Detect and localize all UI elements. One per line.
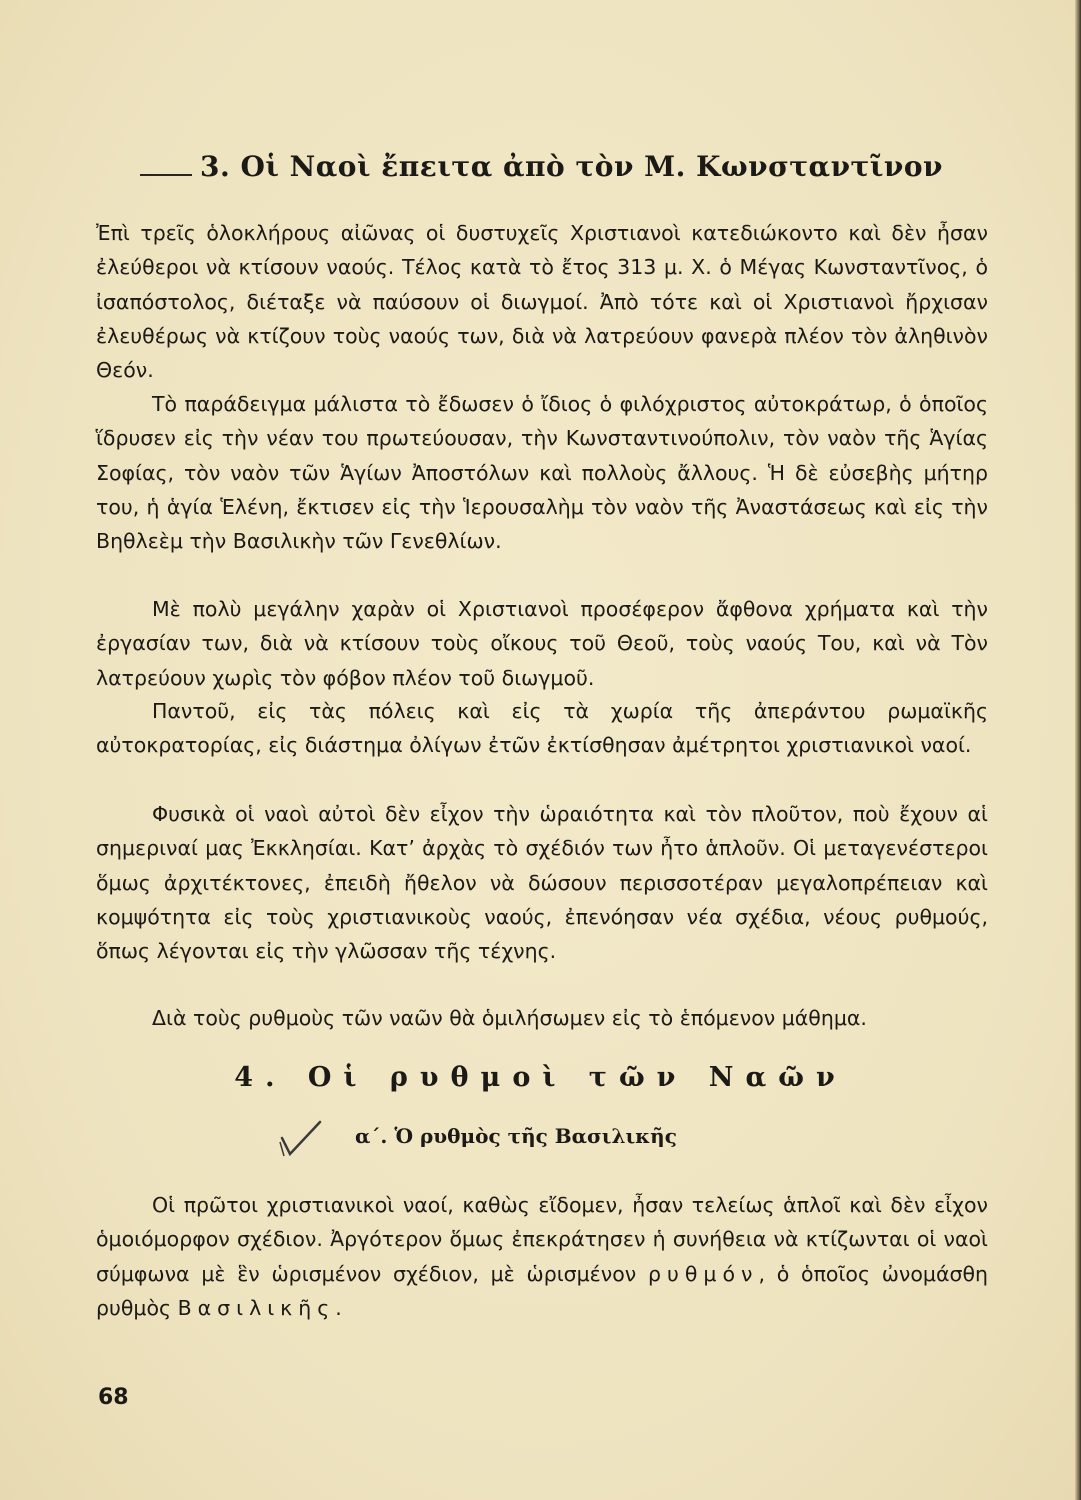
paragraph-1: Ἐπὶ τρεῖς ὁλοκλήρους αἰῶνας οἱ δυστυχεῖς Χριστιανοὶ κατεδιώκοντο καὶ δὲν ἦσαν ἐλεύθεροι νὰ κτίσουν ναούς. Τέλος κατὰ τὸ ἔτος 313 μ. Χ. ὁ Μέγας Κωνσταντῖνος, ὁ ἰσαπόστολος, διέταξε νὰ παύσουν οἱ διωγμοί. Ἀπὸ τότε καὶ οἱ Χριστιανοὶ ἤρχισαν ἐλευθέρως νὰ κτίζουν τοὺς ναούς των, διὰ νὰ λατρεύουν φανερὰ πλέον τὸν ἀληθινὸν Θεόν. — [96, 221, 988, 383]
page-number: 68 — [98, 1385, 129, 1410]
paragraph-6: Διὰ τοὺς ρυθμοὺς τῶν ναῶν θὰ ὁμιλήσωμεν εἰς τὸ ἑπόμενον μάθημα. — [152, 1006, 867, 1030]
paragraph-5: Φυσικὰ οἱ ναοὶ αὐτοὶ δὲν εἶχον τὴν ὡραιότητα καὶ τὸν πλοῦτον, ποὺ ἔχουν αἱ σημεριναί μας Ἐκκλησίαι. Κατ’ ἀρχὰς τὸ σχέδιόν των ἦτο ἁπλοῦν. Οἱ μεταγενέστεροι ὅμως ἀρχιτέκτονες, ἐπειδὴ ἤθελον νὰ δώσουν περισσοτέραν μεγαλοπρέπειαν καὶ κομψότητα εἰς τοὺς χριστιανικοὺς ναούς, ἐπενόησαν νέα σχέδια, νέους ρυθμούς, ὅπως λέγονται εἰς τὴν γλῶσσαν τῆς τέχνης. — [96, 802, 988, 964]
section-3-title: 3. Οἱ Ναοὶ ἔπειτα ἀπὸ τὸν Μ. Κωνσταντῖνον — [200, 150, 943, 183]
section-4-heading: 4. Οἱ ρυθμοὶ τῶν Ναῶν — [234, 1062, 847, 1093]
heading-rule — [140, 174, 192, 176]
section-3-heading — [140, 150, 943, 183]
paragraph-7 — [96, 1188, 988, 1325]
page-edge-shadow — [1075, 0, 1081, 1500]
paragraph-7-part-1: Οἱ πρῶτοι χριστιανικοὶ ναοί, καθὼς εἴδομεν, ἦσαν τελείως ἁπλοῖ καὶ δὲν εἶχον ὁμοιόμορφον σχέδιον. Ἀργότερον ὅμως ἐπεκράτησεν ἡ συνήθεια νὰ κτίζωνται οἱ ναοὶ σύμφωνα μὲ ἓν ὡρισμένον σχέδιον, μὲ ὡρισμένον — [96, 1193, 988, 1286]
paragraph-2: Τὸ παράδειγμα μάλιστα τὸ ἔδωσεν ὁ ἴδιος ὁ φιλόχριστος αὐτοκράτωρ, ὁ ὁποῖος ἵδρυσεν εἰς τὴν νέαν του πρωτεύουσαν, τὴν Κωνσταντινούπολιν, τὸν ναὸν τῆς Ἁγίας Σοφίας, τὸν ναὸν τῶν Ἁγίων Ἀποστόλων καὶ πολλοὺς ἄλλους. Ἡ δὲ εὐσεβὴς μήτηρ του, ἡ ἁγία Ἑλένη, ἔκτισεν εἰς τὴν Ἱερουσαλὴμ τὸν ναὸν τῆς Ἀναστάσεως καὶ εἰς τὴν Βηθλεὲμ τὴν Βασιλικὴν τῶν Γενεθλίων. — [96, 392, 988, 554]
paragraph-7-part-3: . — [335, 1295, 342, 1320]
paragraph-3: Μὲ πολὺ μεγάλην χαρὰν οἱ Χριστιανοὶ προσέφερον ἄφθονα χρήματα καὶ τὴν ἐργασίαν των, διὰ νὰ κτίσουν τοὺς οἴκους τοῦ Θεοῦ, τοὺς ναούς Του, καὶ νὰ Τὸν λατρεύουν χωρὶς τὸν φόβον πλέον τοῦ διωγμοῦ. — [96, 597, 988, 690]
paragraph-7-part-2: , ὁ ὁποῖος ὠνομάσθη ρυθμὸς — [96, 1261, 989, 1320]
emphasis-vasilikis: Βασιλικῆς — [177, 1295, 336, 1320]
paragraph-4: Παντοῦ, εἰς τὰς πόλεις καὶ εἰς τὰ χωρία τῆς ἀπεράντου ρωμαϊκῆς αὐτοκρατορίας, εἰς διάστημα ὀλίγων ἐτῶν ἐκτίσθησαν ἀμέτρητοι χριστιανικοὶ ναοί. — [96, 699, 988, 758]
emphasis-rythmon: ρυθμόν — [648, 1261, 759, 1286]
subsection-heading: α΄. Ὁ ρυθμὸς τῆς Βασιλικῆς — [355, 1124, 677, 1148]
handwritten-checkmark-icon — [276, 1116, 326, 1160]
